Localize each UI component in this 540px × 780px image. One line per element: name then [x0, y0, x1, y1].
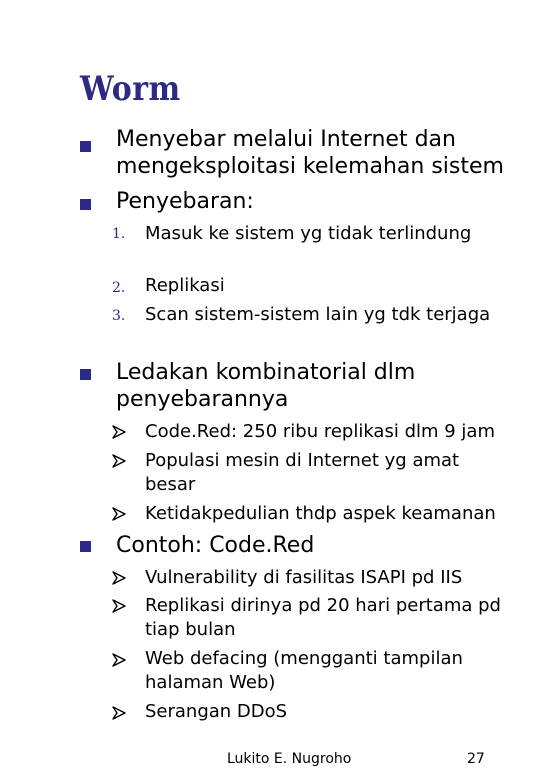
bullet-item-text: Ledakan kombinatorial dlm penyebarannya [116, 360, 416, 412]
arrow-bullet-icon [112, 425, 126, 439]
sub-item-text: Web defacing (mengganti tampilan halaman Web) [145, 648, 463, 693]
square-bullet-icon [80, 141, 91, 152]
bullet-item-text: Contoh: Code.Red [116, 533, 315, 558]
bullet-item-text: Menyebar melalui Internet dan mengeksploitasi kelemahan sistem [116, 127, 504, 179]
footer-author: Lukito E. Nugroho [227, 751, 352, 767]
arrow-bullet-icon [112, 571, 126, 585]
numbered-marker: 3. [112, 308, 126, 324]
sub-item-text: Replikasi [145, 275, 225, 296]
sub-item-text: Serangan DDoS [145, 701, 288, 722]
arrow-bullet-icon [112, 507, 126, 521]
arrow-bullet-icon [112, 454, 126, 468]
arrow-bullet-icon [112, 706, 126, 720]
sub-item-text: Code.Red: 250 ribu replikasi dlm 9 jam [145, 421, 495, 442]
sub-item-text: Scan sistem-sistem lain yg tdk terjaga [145, 304, 491, 325]
bullet-item-text: Penyebaran: [116, 189, 254, 214]
arrow-bullet-icon [112, 599, 126, 613]
square-bullet-icon [80, 199, 91, 210]
square-bullet-icon [80, 541, 91, 552]
arrow-bullet-icon [112, 653, 126, 667]
sub-item-text: Replikasi dirinya pd 20 hari pertama pd tiap bulan [145, 595, 501, 640]
numbered-marker: 1. [112, 226, 126, 242]
sub-item-text: Masuk ke sistem yg tidak terlindung [145, 223, 472, 244]
sub-item-text: Vulnerability di fasilitas ISAPI pd IIS [145, 567, 463, 588]
slide-title: Worm [80, 70, 181, 110]
sub-item-text: Populasi mesin di Internet yg amat besar [145, 450, 460, 495]
sub-item-text: Ketidakpedulian thdp aspek keamanan [145, 503, 496, 524]
square-bullet-icon [80, 369, 91, 380]
page-number: 27 [467, 751, 485, 767]
numbered-marker: 2. [112, 280, 126, 296]
